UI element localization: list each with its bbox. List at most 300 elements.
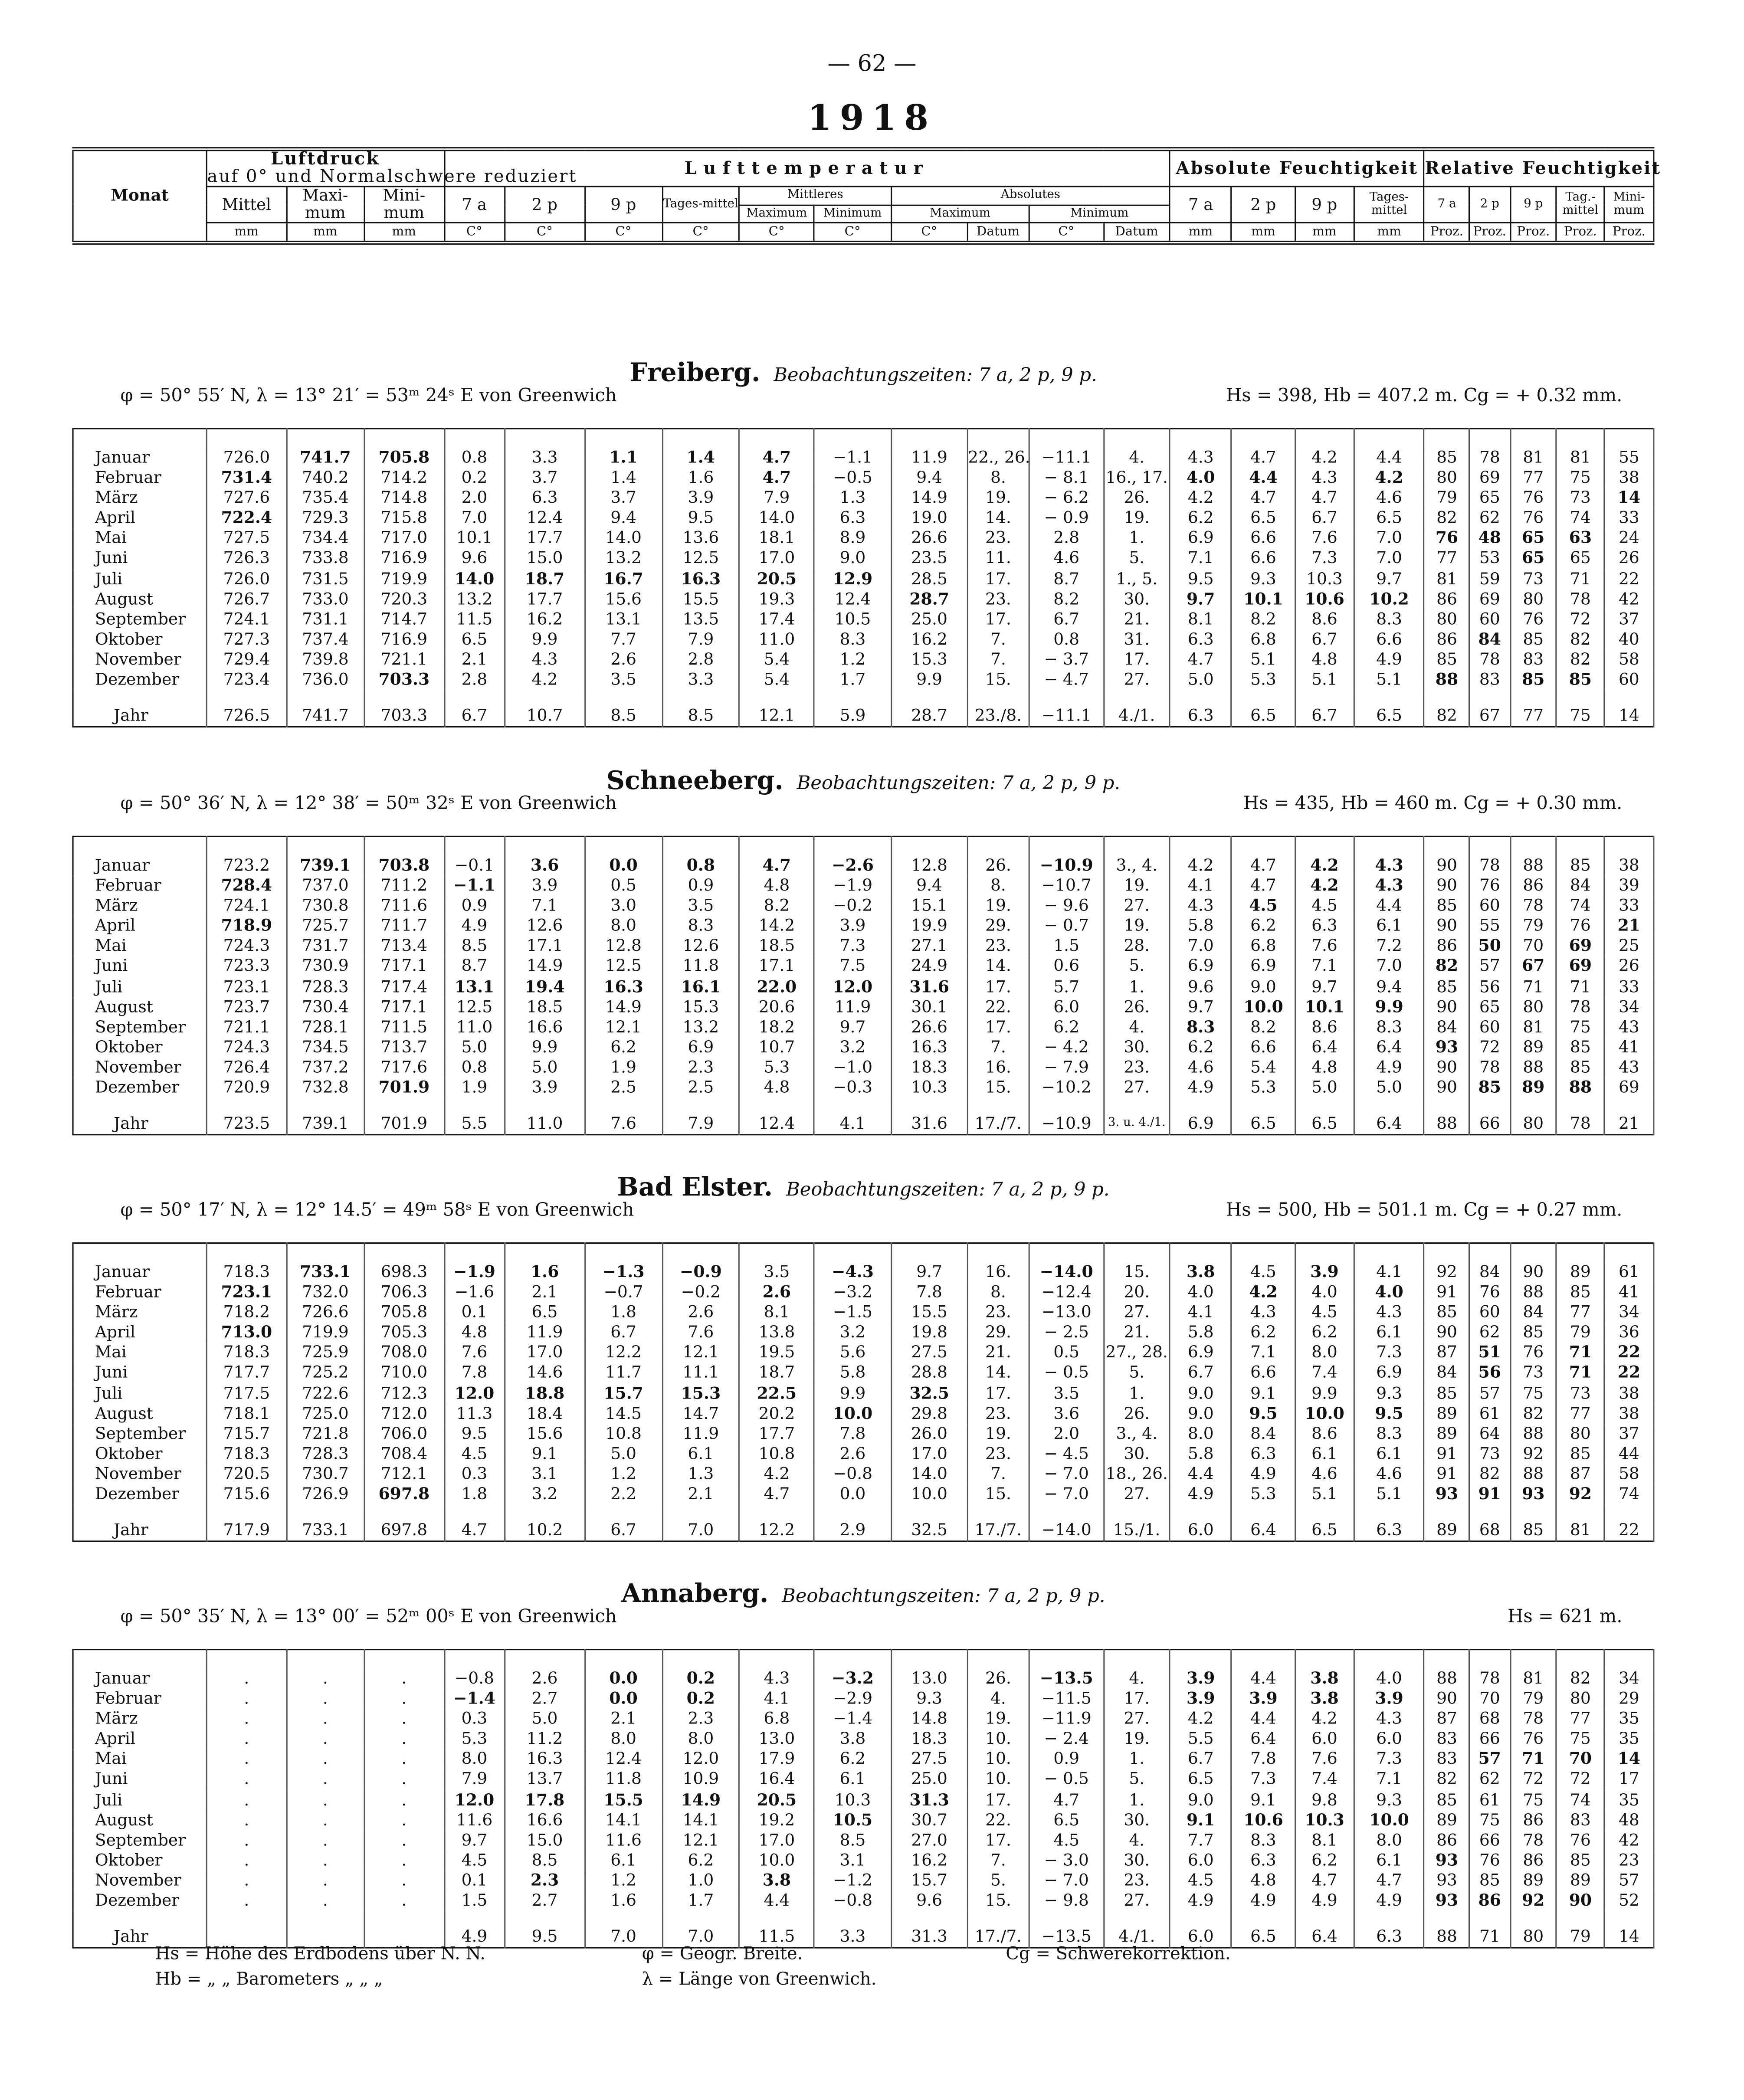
table-cell: 731.5 <box>287 569 364 590</box>
month-label: August <box>73 1404 207 1424</box>
table-cell: 13.2 <box>662 1017 739 1038</box>
table-cell: 19. <box>967 896 1029 917</box>
table-cell: 2.6 <box>739 1283 814 1303</box>
table-cell: 84 <box>1469 1262 1510 1283</box>
table-cell: 11.0 <box>444 1017 505 1038</box>
table-cell: 3.9 <box>1170 1689 1232 1710</box>
table-cell: 7.9 <box>662 630 739 650</box>
table-cell: 3.8 <box>739 1871 814 1891</box>
table-cell: 4.5 <box>1232 896 1295 917</box>
table-cell: 4.4 <box>1232 1669 1295 1689</box>
table-cell: 85 <box>1424 650 1469 670</box>
table-cell: 9.6 <box>444 549 505 569</box>
table-cell: 76 <box>1557 917 1604 937</box>
table-cell: 0.3 <box>444 1709 505 1730</box>
table-cell: 88 <box>1424 1911 1469 1948</box>
table-cell: 84 <box>1510 1303 1557 1323</box>
year-label: Jahr <box>73 1911 207 1948</box>
table-row <box>73 1831 1654 1851</box>
table-cell: 10.8 <box>739 1444 814 1464</box>
table-cell: 7.6 <box>585 1098 662 1135</box>
table-cell: 18.7 <box>739 1363 814 1384</box>
table-cell: 3.8 <box>1295 1669 1354 1689</box>
table-cell: 74 <box>1557 896 1604 917</box>
unit: C° <box>444 223 505 242</box>
table-cell: 69 <box>1557 937 1604 957</box>
table-row <box>73 1058 1654 1078</box>
table-cell: 82 <box>1557 630 1604 650</box>
table-cell: −1.5 <box>814 1303 891 1323</box>
table-cell: 7.9 <box>444 1770 505 1790</box>
table-cell: 5.3 <box>1232 670 1295 691</box>
table-cell: 14 <box>1604 488 1654 509</box>
footnote-hs: Hs = Höhe des Erdbodens über N. N. <box>155 1944 485 1965</box>
table-cell: 6.8 <box>739 1709 814 1730</box>
table-cell: . <box>364 1730 444 1750</box>
observation-times: Beobachtungszeiten: 7 a, 2 p, 9 p. <box>797 773 1121 795</box>
table-cell: 61 <box>1604 1262 1654 1283</box>
table-cell: 2.1 <box>505 1283 585 1303</box>
table-cell: 76 <box>1469 1283 1510 1303</box>
table-cell: 23 <box>1604 1851 1654 1871</box>
table-cell: 87 <box>1424 1709 1469 1730</box>
table-cell: 23. <box>1104 1058 1170 1078</box>
table-cell: 5.0 <box>444 1038 505 1058</box>
table-cell: 19. <box>1104 917 1170 937</box>
table-cell: 57 <box>1604 1871 1654 1891</box>
table-cell: 55 <box>1469 917 1510 937</box>
table-cell: 78 <box>1469 650 1510 670</box>
table-cell: 85 <box>1424 977 1469 997</box>
table-cell: 4./1. <box>1104 1911 1170 1948</box>
table-cell: 58 <box>1604 650 1654 670</box>
table-cell: 78 <box>1469 856 1510 876</box>
table-cell: 708.4 <box>364 1444 444 1464</box>
table-cell: 28.7 <box>892 589 967 609</box>
table-cell: 717.7 <box>207 1363 287 1384</box>
table-cell: 735.4 <box>287 488 364 509</box>
table-cell: 13.7 <box>505 1770 585 1790</box>
table-cell: 6.9 <box>662 1038 739 1058</box>
table-cell: . <box>287 1770 364 1790</box>
table-cell: 26.0 <box>892 1424 967 1444</box>
table-cell: 1.8 <box>585 1303 662 1323</box>
table-cell: 4.0 <box>1170 468 1232 488</box>
unit: C° <box>891 223 967 242</box>
table-cell: 713.7 <box>364 1038 444 1058</box>
table-cell: 717.4 <box>364 977 444 997</box>
table-cell: . <box>207 1891 287 1911</box>
table-cell: 6.5 <box>444 630 505 650</box>
table-cell: 14. <box>967 1363 1029 1384</box>
month-label: Mai <box>73 1749 207 1770</box>
table-cell: 9.5 <box>1232 1404 1295 1424</box>
table-cell: 5. <box>1104 957 1170 977</box>
table-cell: 10.9 <box>662 1770 739 1790</box>
unit: Proz. <box>1557 223 1604 242</box>
table-cell: 12.5 <box>662 549 739 569</box>
table-cell: 90 <box>1424 856 1469 876</box>
table-cell: 3.9 <box>505 876 585 897</box>
table-cell: 14.1 <box>585 1810 662 1831</box>
table-cell: 6.9 <box>1232 957 1295 977</box>
station-name: Freiberg. <box>629 358 761 388</box>
table-cell: 9.3 <box>1354 1383 1424 1404</box>
table-cell: 8.5 <box>662 690 739 727</box>
table-cell: 73 <box>1510 569 1557 590</box>
table-cell: 89 <box>1510 1871 1557 1891</box>
table-cell: 8.2 <box>739 896 814 917</box>
table-cell: 30. <box>1104 1851 1170 1871</box>
table-cell: −0.3 <box>814 1078 891 1098</box>
table-cell: 72 <box>1469 1038 1510 1058</box>
table-cell: 77 <box>1557 1709 1604 1730</box>
table-cell: 10.0 <box>1295 1404 1354 1424</box>
table-row <box>73 1891 1654 1911</box>
table-cell: 9.1 <box>1232 1383 1295 1404</box>
table-cell: 4.3 <box>1170 896 1232 917</box>
table-row <box>73 1851 1654 1871</box>
table-cell: 8.1 <box>1295 1831 1354 1851</box>
table-cell: 4.5 <box>1029 1831 1104 1851</box>
table-cell: 6.3 <box>1354 1505 1424 1542</box>
table-cell: 2.1 <box>585 1709 662 1730</box>
table-cell: 0.8 <box>662 856 739 876</box>
table-cell: 6.7 <box>1295 690 1354 727</box>
table-cell: 7.8 <box>814 1424 891 1444</box>
table-cell: −13.0 <box>1029 1303 1104 1323</box>
table-cell: 15.6 <box>505 1424 585 1444</box>
table-cell: 20.5 <box>739 1790 814 1811</box>
table-cell: 1.3 <box>814 488 891 509</box>
table-cell: 86 <box>1469 1891 1510 1911</box>
table-cell: 5.4 <box>1232 1058 1295 1078</box>
table-cell: 4.9 <box>444 1911 505 1948</box>
table-cell: 2.6 <box>814 1444 891 1464</box>
table-cell: 711.2 <box>364 876 444 897</box>
table-cell: 21 <box>1604 917 1654 937</box>
table-cell: 9.5 <box>1170 569 1232 590</box>
table-cell: 3.8 <box>1170 1262 1232 1283</box>
table-row <box>73 1262 1654 1283</box>
table-cell: 1.2 <box>585 1464 662 1484</box>
table-cell: 741.7 <box>287 690 364 727</box>
table-cell: 4.1 <box>1354 1262 1424 1283</box>
table-cell: 10.7 <box>739 1038 814 1058</box>
table-cell: 44 <box>1604 1444 1654 1464</box>
table-cell: 0.9 <box>662 876 739 897</box>
table-cell: 56 <box>1469 977 1510 997</box>
table-cell: 4.2 <box>1354 468 1424 488</box>
table-cell: 40 <box>1604 630 1654 650</box>
table-cell: 86 <box>1510 876 1557 897</box>
table-cell: 4.2 <box>1170 856 1232 876</box>
table-cell: 82 <box>1424 957 1469 977</box>
table-cell: 15.0 <box>505 1831 585 1851</box>
table-cell: 19. <box>1104 508 1170 529</box>
table-cell: 75 <box>1557 690 1604 727</box>
table-cell: 8. <box>967 876 1029 897</box>
header-r2p: 2 p <box>1469 187 1510 223</box>
table-cell: . <box>287 1749 364 1770</box>
header-abs-min: Minimum <box>1029 205 1170 223</box>
table-cell: 24 <box>1604 529 1654 549</box>
table-cell: 16.3 <box>892 1038 967 1058</box>
table-cell: 6.7 <box>1170 1749 1232 1770</box>
table-cell: −0.8 <box>814 1891 891 1911</box>
table-row <box>73 876 1654 897</box>
table-cell: 4.2 <box>1170 488 1232 509</box>
table-cell: 8.7 <box>1029 569 1104 590</box>
table-cell: 60 <box>1469 609 1510 630</box>
table-cell: 33 <box>1604 508 1654 529</box>
table-cell: − 7.0 <box>1029 1484 1104 1505</box>
table-cell: 8.6 <box>1295 1424 1354 1444</box>
table-cell: 87 <box>1424 1343 1469 1363</box>
table-cell: 0.3 <box>444 1464 505 1484</box>
table-cell: 66 <box>1469 1831 1510 1851</box>
table-cell: 1.4 <box>662 448 739 468</box>
table-cell: 78 <box>1557 589 1604 609</box>
table-cell: 85 <box>1424 896 1469 917</box>
table-cell: 12.8 <box>585 937 662 957</box>
table-cell: 74 <box>1557 1790 1604 1811</box>
table-cell: 73 <box>1510 1363 1557 1384</box>
table-cell: −0.8 <box>814 1464 891 1484</box>
table-row <box>73 589 1654 609</box>
table-cell: 6.5 <box>1232 1911 1295 1948</box>
table-cell: 15.7 <box>585 1383 662 1404</box>
table-cell: 4.3 <box>1232 1303 1295 1323</box>
table-cell: 19. <box>1104 1730 1170 1750</box>
table-cell: 86 <box>1424 630 1469 650</box>
table-cell: 706.0 <box>364 1424 444 1444</box>
table-row <box>73 670 1654 691</box>
table-cell: 76 <box>1510 508 1557 529</box>
table-cell: 88 <box>1510 856 1557 876</box>
table-cell: 716.9 <box>364 549 444 569</box>
table-cell: 3.9 <box>814 917 891 937</box>
table-cell: 20.6 <box>739 997 814 1018</box>
table-cell: 9.7 <box>1354 569 1424 590</box>
table-cell: 739.1 <box>287 856 364 876</box>
table-cell: 7.0 <box>585 1911 662 1948</box>
table-cell: 13.0 <box>739 1730 814 1750</box>
table-cell: 30. <box>1104 1038 1170 1058</box>
table-cell: 733.8 <box>287 549 364 569</box>
table-cell: 10.1 <box>1295 997 1354 1018</box>
table-cell: 6.5 <box>1354 690 1424 727</box>
table-cell: 737.0 <box>287 876 364 897</box>
table-cell: 6.3 <box>1354 1911 1424 1948</box>
table-cell: 4.2 <box>1295 1709 1354 1730</box>
table-cell: 728.4 <box>207 876 287 897</box>
table-cell: 82 <box>1557 650 1604 670</box>
table-cell: 733.1 <box>287 1505 364 1542</box>
header-mittel: Mittel <box>207 187 287 223</box>
table-cell: 14.8 <box>892 1709 967 1730</box>
table-cell: 8.9 <box>814 529 891 549</box>
table-cell: 29 <box>1604 1689 1654 1710</box>
table-cell: 1.6 <box>662 468 739 488</box>
table-cell: 719.9 <box>287 1323 364 1343</box>
table-cell: 5.0 <box>1354 1078 1424 1098</box>
table-cell: . <box>287 1851 364 1871</box>
table-cell: −11.1 <box>1029 448 1104 468</box>
table-cell: 6.5 <box>1295 1098 1354 1135</box>
table-cell: 25 <box>1604 937 1654 957</box>
table-cell: 713.4 <box>364 937 444 957</box>
table-cell: 90 <box>1424 1078 1469 1098</box>
table-cell: 6.9 <box>1170 1343 1232 1363</box>
table-row <box>73 997 1654 1018</box>
table-cell: 6.0 <box>1354 1730 1424 1750</box>
month-label: Oktober <box>73 630 207 650</box>
table-cell: 17. <box>1104 1689 1170 1710</box>
table-cell: 5.1 <box>1354 1484 1424 1505</box>
table-cell: 0.0 <box>585 1669 662 1689</box>
table-cell: 737.2 <box>287 1058 364 1078</box>
table-cell: 88 <box>1557 1078 1604 1098</box>
table-cell: 32.5 <box>892 1383 967 1404</box>
month-label: Oktober <box>73 1851 207 1871</box>
table-cell: 7.0 <box>662 1911 739 1948</box>
table-cell: 4.7 <box>1232 488 1295 509</box>
table-cell: 30.1 <box>892 997 967 1018</box>
month-label: Dezember <box>73 670 207 691</box>
table-cell: 15.5 <box>892 1303 967 1323</box>
table-cell: 2.7 <box>505 1891 585 1911</box>
table-cell: 59 <box>1469 569 1510 590</box>
station-table <box>72 836 1654 1136</box>
table-cell: 13.2 <box>444 589 505 609</box>
table-cell: 8.6 <box>1295 1017 1354 1038</box>
table-cell: 24.9 <box>892 957 967 977</box>
table-cell: 12.9 <box>814 569 891 590</box>
table-cell: 16.6 <box>505 1810 585 1831</box>
table-cell: 739.1 <box>287 1098 364 1135</box>
table-cell: 27. <box>1104 1303 1170 1323</box>
table-cell: 7.6 <box>444 1343 505 1363</box>
table-cell: 714.2 <box>364 468 444 488</box>
table-cell: 6.9 <box>1170 529 1232 549</box>
table-cell: 0.2 <box>662 1669 739 1689</box>
table-cell: 4.4 <box>1232 468 1295 488</box>
table-cell: 8.5 <box>585 690 662 727</box>
table-cell: 726.6 <box>287 1303 364 1323</box>
table-cell: 4.7 <box>444 1505 505 1542</box>
table-cell: 11.6 <box>444 1810 505 1831</box>
table-cell: 84 <box>1469 630 1510 650</box>
table-cell: 6.3 <box>1170 690 1232 727</box>
table-cell: 5.0 <box>505 1058 585 1078</box>
table-cell: 86 <box>1424 589 1469 609</box>
table-cell: 6.6 <box>1232 1363 1295 1384</box>
table-cell: 717.9 <box>207 1505 287 1542</box>
table-cell: 698.3 <box>364 1262 444 1283</box>
table-cell: 9.9 <box>505 1038 585 1058</box>
table-cell: 4.9 <box>444 917 505 937</box>
table-cell: 9.7 <box>444 1831 505 1851</box>
table-cell: 18.3 <box>892 1730 967 1750</box>
table-cell: 12.4 <box>505 508 585 529</box>
table-cell: 703.8 <box>364 856 444 876</box>
table-cell: 8.1 <box>1170 609 1232 630</box>
table-cell: 4.8 <box>739 1078 814 1098</box>
table-cell: 17 <box>1604 1770 1654 1790</box>
table-cell: 18.2 <box>739 1017 814 1038</box>
table-cell: 4.9 <box>1354 1058 1424 1078</box>
table-cell: 85 <box>1510 670 1557 691</box>
table-cell: . <box>207 1669 287 1689</box>
table-cell: 0.1 <box>444 1303 505 1323</box>
table-cell: 1. <box>1104 529 1170 549</box>
station-coordinates: φ = 50° 35′ N, λ = 13° 00′ = 52ᵐ 00ˢ E von Greenwich <box>120 1606 617 1628</box>
table-cell: 76 <box>1469 876 1510 897</box>
table-cell: 6.0 <box>1029 997 1104 1018</box>
table-cell: 6.3 <box>505 488 585 509</box>
table-cell: 85 <box>1424 1383 1469 1404</box>
table-cell: 92 <box>1510 1891 1557 1911</box>
table-cell: 17.1 <box>505 937 585 957</box>
table-cell: 26 <box>1604 549 1654 569</box>
table-cell: 7.5 <box>814 957 891 977</box>
table-cell: 7.1 <box>1232 1343 1295 1363</box>
table-cell: 80 <box>1424 609 1469 630</box>
table-cell: 11.1 <box>662 1363 739 1384</box>
table-cell: 5.8 <box>814 1363 891 1384</box>
table-cell: . <box>364 1709 444 1730</box>
table-cell: 6.7 <box>1295 630 1354 650</box>
table-cell: 3.7 <box>505 468 585 488</box>
table-cell: 4.6 <box>1354 1464 1424 1484</box>
table-cell: 92 <box>1557 1484 1604 1505</box>
table-cell: 22 <box>1604 1363 1654 1384</box>
table-cell: 8.1 <box>739 1303 814 1323</box>
table-cell: 4.3 <box>1354 1303 1424 1323</box>
table-cell: 9.7 <box>1170 589 1232 609</box>
table-cell: 12.2 <box>739 1505 814 1542</box>
table-cell: −1.4 <box>814 1709 891 1730</box>
table-cell: 6.4 <box>1232 1505 1295 1542</box>
table-cell: 4.8 <box>739 876 814 897</box>
table-cell: 10.3 <box>1295 1810 1354 1831</box>
table-cell: 697.8 <box>364 1505 444 1542</box>
table-cell: 32.5 <box>892 1505 967 1542</box>
station-title <box>72 1173 1654 1202</box>
table-cell: 3.5 <box>662 896 739 917</box>
table-cell: − 0.9 <box>1029 508 1104 529</box>
table-cell: 3.6 <box>505 856 585 876</box>
table-cell: −11.9 <box>1029 1709 1104 1730</box>
table-row <box>73 896 1654 917</box>
table-cell: 737.4 <box>287 630 364 650</box>
table-cell: 717.6 <box>364 1058 444 1078</box>
table-cell: 7.7 <box>1170 1831 1232 1851</box>
table-cell: 1.8 <box>444 1484 505 1505</box>
table-cell: 41 <box>1604 1283 1654 1303</box>
table-row <box>73 977 1654 997</box>
table-cell: 9.7 <box>814 1017 891 1038</box>
table-cell: 22.5 <box>739 1383 814 1404</box>
table-cell: 10.0 <box>1354 1810 1424 1831</box>
table-cell: 83 <box>1424 1730 1469 1750</box>
table-cell: 4.9 <box>1170 1484 1232 1505</box>
table-cell: . <box>207 1831 287 1851</box>
table-cell: 90 <box>1510 1262 1557 1283</box>
table-cell: 77 <box>1510 690 1557 727</box>
table-cell: 14 <box>1604 1749 1654 1770</box>
